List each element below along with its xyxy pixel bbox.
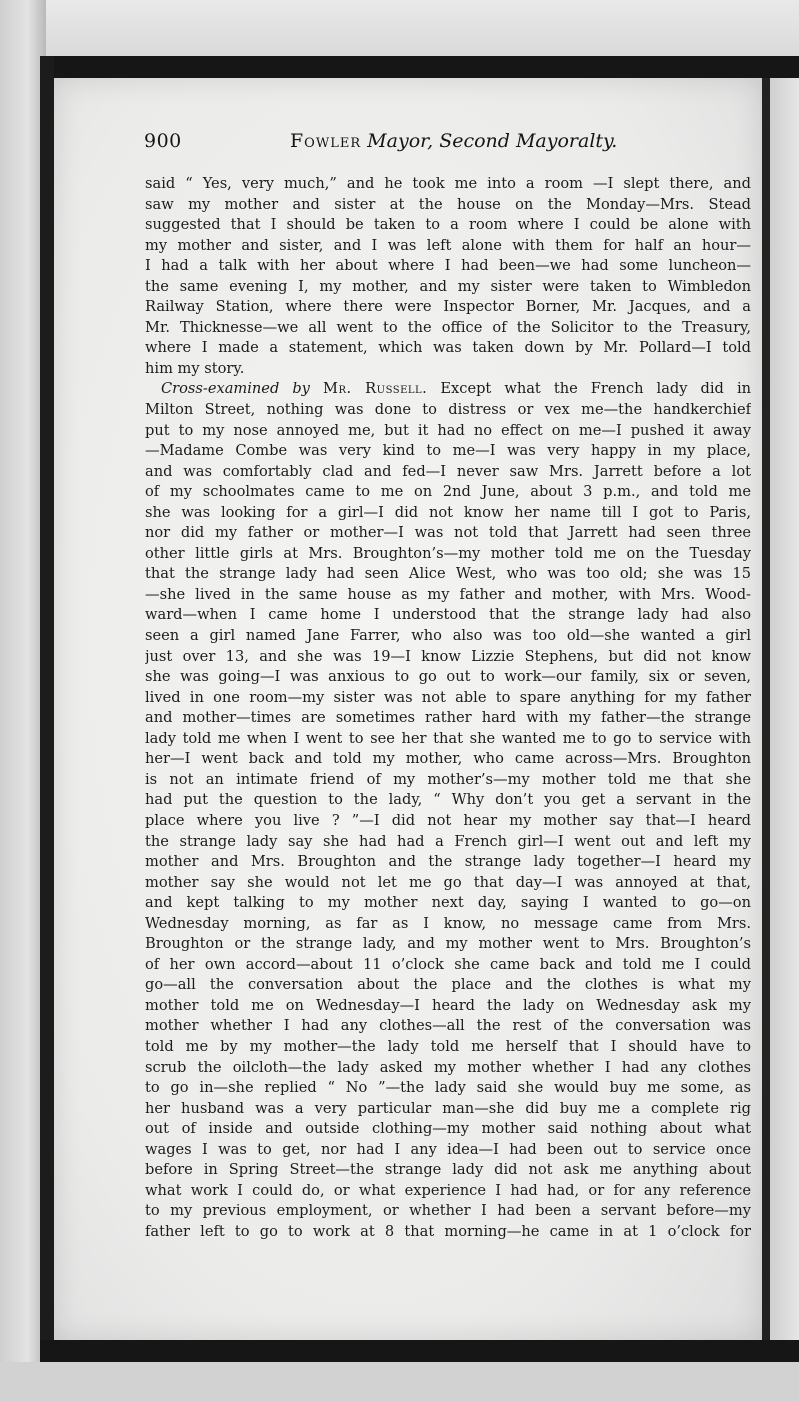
text-line: Railway Station, where there were Inspector Borner, Mr. Jacques, and a (145, 298, 751, 316)
body-text (145, 174, 751, 1242)
text-line: scrub the oilcloth—the lady asked my mother whether I had any clothes (145, 1058, 751, 1076)
scan-frame-top (40, 56, 799, 78)
text-line: Wednesday morning, as far as I know, no message came from Mrs. (145, 914, 751, 932)
scan-right-edge (770, 78, 799, 1340)
page-header (144, 130, 704, 160)
text-line: that the strange lady had seen Alice West, who was too old; she was 15 (145, 565, 751, 583)
text-line: mother and Mrs. Broughton and the strange lady together—I heard my (145, 853, 751, 871)
text-line: suggested that I should be taken to a room where I could be alone with (145, 216, 751, 234)
text-line: just over 13, and she was 19—I know Lizzie Stephens, but did not know (145, 647, 751, 665)
text-line: of her own accord—about 11 o’clock she came back and told me I could (145, 955, 751, 973)
scan-frame-bottom (40, 1340, 799, 1362)
running-head-name: Fowler (290, 130, 362, 152)
text-line: she was going—I was anxious to go out to work—our family, six or seven, (145, 668, 751, 686)
scan-bottom-margin (0, 1362, 799, 1402)
text-line: father left to go to work at 8 that morning—he came in at 1 o’clock for (145, 1222, 751, 1240)
text-line: ward—when I came home I understood that the strange lady had also (145, 606, 751, 624)
text-line: mother told me on Wednesday—I heard the lady on Wednesday ask my (145, 996, 751, 1014)
text-line: other little girls at Mrs. Broughton’s—my mother told me on the Tuesday (145, 544, 751, 562)
text-line: my mother and sister, and I was left alone with them for half an hour— (145, 236, 751, 254)
page-number: 900 (144, 130, 182, 152)
text-line: place where you live ? ”—I did not hear my mother say that—I heard (145, 811, 751, 829)
text-line: seen a girl named Jane Farrer, who also was too old—she wanted a girl (145, 627, 751, 645)
text-line: to go in—she replied “ No ”—the lady said she would buy me some, as (145, 1079, 751, 1097)
text-line: before in Spring Street—the strange lady did not ask me anything about (145, 1161, 751, 1179)
text-line: nor did my father or mother—I was not told that Jarrett had seen three (145, 524, 751, 542)
text-line: mother say she would not let me go that day—I was annoyed at that, (145, 873, 751, 891)
text-line: Broughton or the strange lady, and my mother went to Mrs. Broughton’s (145, 935, 751, 953)
text-line: put to my nose annoyed me, but it had no effect on me—I pushed it away (145, 421, 751, 439)
text-line: go—all the conversation about the place and the clothes is what my (145, 976, 751, 994)
text-line: where I made a statement, which was taken down by Mr. Pollard—I told (145, 339, 751, 357)
text-line: lived in one room—my sister was not able to spare anything for my father (145, 688, 751, 706)
cross-examination-line (145, 379, 751, 400)
text-line: saw my mother and sister at the house on the Monday—Mrs. Stead (145, 195, 751, 213)
paragraph-cross-examination (145, 400, 751, 1242)
text-line: her—I went back and told my mother, who came across—Mrs. Broughton (145, 750, 751, 768)
text-line: of my schoolmates came to me on 2nd June, about 3 p.m., and told me (145, 483, 751, 501)
text-line: him my story. (145, 359, 245, 377)
text-line: told me by my mother—the lady told me herself that I should have to (145, 1037, 751, 1055)
text-line: mother whether I had any clothes—all the rest of the conversation was (145, 1017, 751, 1035)
scan-top-margin (0, 0, 799, 62)
text-line: —Madame Combe was very kind to me—I was very happy in my place, (145, 442, 751, 460)
text-line: lady told me when I went to see her that she wanted me to go to service with (145, 729, 751, 747)
text-line: the strange lady say she had had a French girl—I went out and left my (145, 832, 751, 850)
scan-right-bar (762, 78, 770, 1340)
text-line: had put the question to the lady, “ Why don’t you get a servant in the (145, 791, 751, 809)
text-line: her husband was a very particular man—she did buy me a complete rig (145, 1099, 751, 1117)
running-head-title: Mayor, Second Mayoralty. (367, 130, 618, 152)
text-line: and was comfortably clad and fed—I never saw Mrs. Jarrett before a lot (145, 462, 751, 480)
text-line: and mother—times are sometimes rather hard with my father—the strange (145, 709, 751, 727)
scan-frame-left (40, 56, 54, 1356)
text-line: is not an intimate friend of my mother’s—my mother told me that she (145, 770, 751, 788)
text-line: and kept talking to my mother next day, saying I wanted to go—on (145, 894, 751, 912)
text-line: said “ Yes, very much,” and he took me into a room —I slept there, and (145, 175, 751, 192)
text-line: the same evening I, my mother, and my sister were taken to Wimbledon (145, 277, 751, 295)
text-line: —she lived in the same house as my father and mother, with Mrs. Wood- (145, 585, 751, 603)
paragraph-testimony (145, 174, 751, 379)
running-head (290, 130, 617, 152)
cross-examination-text: Except what the French lady did in (440, 380, 751, 398)
book-page (54, 78, 762, 1340)
text-line: out of inside and outside clothing—my mother said nothing about what (145, 1120, 751, 1138)
cross-examined-label: Cross-examined by (161, 380, 310, 398)
text-line: to my previous employment, or whether I had been a servant before—my (145, 1202, 751, 1220)
text-line: she was looking for a girl—I did not know her name till I got to Paris, (145, 503, 751, 521)
text-line: I had a talk with her about where I had been—we had some luncheon— (145, 257, 751, 275)
text-line: Mr. Thicknesse—we all went to the office of the Solicitor to the Treasury, (145, 318, 751, 336)
text-line: wages I was to get, nor had I any idea—I had been out to service once (145, 1140, 751, 1158)
text-line: Milton Street, nothing was done to distress or vex me—the handkerchief (145, 401, 751, 419)
text-line: what work I could do, or what experience I had had, or for any reference (145, 1181, 751, 1199)
cross-examiner-name: Mr. Russell. (323, 380, 428, 398)
